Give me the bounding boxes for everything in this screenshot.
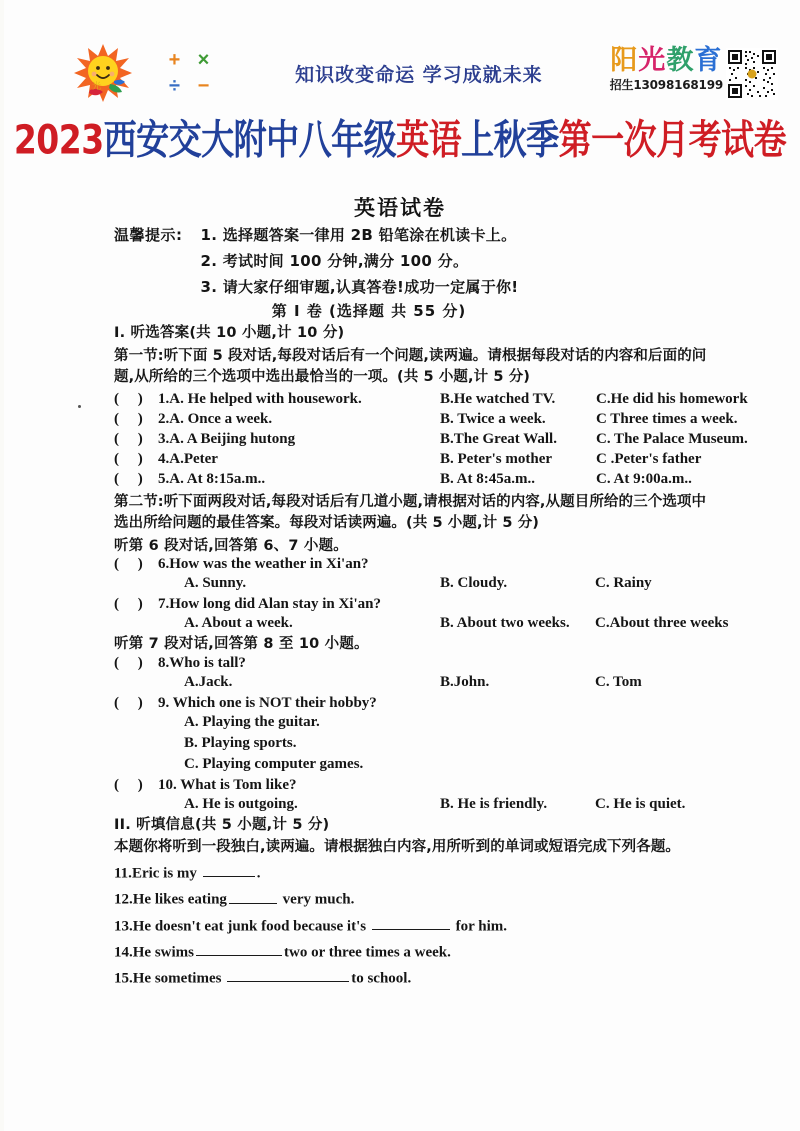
warm-tips-list: [201, 228, 715, 306]
q2-option-c[interactable]: C Three times a week.: [596, 410, 738, 427]
q9-stem-text: 9. Which one is NOT their hobby?: [158, 694, 377, 711]
fill-15-after: to school.: [351, 970, 412, 987]
q2-num-and-option-a[interactable]: 2.A. Once a week.: [158, 410, 273, 427]
page-title: [0, 115, 800, 164]
title-exam: 第一次月考试卷: [558, 115, 787, 164]
q10-option-a[interactable]: A. He is outgoing.: [184, 795, 298, 812]
svg-text:光: 光: [92, 82, 102, 92]
q9-option-b[interactable]: B. Playing sports.: [184, 734, 297, 751]
q8-option-c[interactable]: C. Tom: [595, 673, 642, 690]
question-row-3: [114, 430, 748, 447]
answer-bracket-3[interactable]: ( ): [114, 430, 143, 447]
fill-11-before: Eric is my: [131, 865, 201, 882]
fill-12-before: He likes eating: [132, 891, 227, 908]
brand-block: [609, 44, 778, 100]
q8-option-a[interactable]: A.Jack.: [184, 673, 233, 690]
fill-item-13: [114, 915, 714, 934]
title-subject: 英语: [396, 115, 462, 164]
brand-char-4: 育: [694, 44, 723, 76]
fill-14-num: 14.: [114, 944, 133, 961]
brand-char-3: 教: [666, 44, 695, 76]
q6-option-c[interactable]: C. Rainy: [595, 575, 652, 592]
question-8-options: [114, 675, 714, 690]
tip-item-1: 1. 选择题答案一律用 2B 铅笔涂在机读卡上。: [200, 226, 517, 244]
times-icon: ×: [197, 48, 210, 71]
fill-14-before: He swims: [132, 944, 194, 961]
q5-option-c[interactable]: C. At 9:00a.m..: [596, 470, 692, 487]
fill-item-15: [114, 967, 714, 986]
question-row-2: [114, 410, 738, 427]
q9-option-c[interactable]: C. Playing computer games.: [184, 755, 364, 772]
q9-option-a[interactable]: A. Playing the guitar.: [184, 713, 320, 730]
fill-11-after: .: [256, 865, 261, 882]
fill-13-after: for him.: [451, 917, 507, 934]
question-stem-10: [114, 778, 714, 793]
question-stem-9: [114, 696, 714, 711]
q7-option-a[interactable]: A. About a week.: [184, 615, 293, 632]
question-row-5: [114, 472, 714, 487]
question-row-1: [114, 390, 748, 407]
fill-15-num: 15.: [114, 970, 133, 987]
header-slogan: 知识改变命运 学习成就未来: [295, 63, 543, 86]
math-symbols-decoration: [160, 47, 218, 99]
sun-mascot-logo-icon: [70, 40, 136, 106]
warm-tips-label: 温馨提示:: [114, 226, 183, 244]
section-two-intro: 本题你将听到一段独白,读两遍。请根据独白内容,用所听到的单词或短语完成下列各题。: [114, 839, 681, 856]
fill-15-before: He sometimes: [132, 970, 226, 987]
q10-stem-text: 10. What is Tom like?: [158, 776, 297, 793]
fill-13-before: He doesn't eat junk food because it's: [132, 917, 370, 934]
q1-option-c[interactable]: C.He did his homework: [596, 390, 748, 407]
paper-subtitle: 英语试卷: [354, 196, 446, 220]
title-school-grade: 西安交大附中八年级: [103, 115, 397, 164]
masthead: [0, 30, 800, 116]
q4-option-b[interactable]: B. Peter's mother: [440, 450, 553, 467]
answer-bracket-9[interactable]: ( ): [114, 694, 143, 711]
paper-body: [114, 226, 748, 993]
title-term: 上秋季: [461, 115, 559, 164]
q10-option-c[interactable]: C. He is quiet.: [595, 795, 686, 812]
fill-12-blank[interactable]: [229, 888, 277, 903]
q5-option-b[interactable]: B. At 8:45a.m..: [440, 470, 535, 487]
q5-num-and-option-a[interactable]: 5.A. At 8:15a.m..: [158, 470, 266, 487]
minus-icon: −: [197, 74, 210, 97]
fill-14-blank[interactable]: [196, 941, 282, 956]
answer-bracket-5[interactable]: ( ): [114, 470, 143, 487]
tip-item-3: 3. 请大家仔细审题,认真答卷!成功一定属于你!: [200, 278, 519, 296]
fill-11-num: 11.: [114, 865, 132, 882]
brand-name: [610, 44, 723, 76]
warm-tips-block: [114, 228, 714, 306]
question-row-4: [114, 452, 714, 467]
question-10-options: [114, 797, 714, 812]
fill-13-blank[interactable]: [372, 915, 450, 930]
question-stem-6: [114, 557, 714, 572]
q6-option-b[interactable]: B. Cloudy.: [440, 575, 508, 592]
q8-stem-text: 8.Who is tall?: [158, 654, 246, 671]
answer-bracket-2[interactable]: ( ): [114, 410, 143, 427]
question-9-options: [114, 715, 714, 772]
q4-option-c[interactable]: C .Peter's father: [596, 450, 702, 467]
q10-option-b[interactable]: B. He is friendly.: [440, 795, 548, 812]
question-7-options: [114, 615, 729, 632]
q4-num-and-option-a[interactable]: 4.A.Peter: [158, 450, 218, 467]
fill-12-num: 12.: [114, 891, 133, 908]
q6-stem-text: 6.How was the weather in Xi'an?: [158, 556, 369, 573]
answer-bracket-6[interactable]: ( ): [114, 556, 143, 573]
q7-option-c[interactable]: C.About three weeks: [595, 615, 729, 632]
scan-artifact-dot: [78, 405, 81, 408]
dialogue-7-label: 听第 7 段对话,回答第 8 至 10 小题。: [114, 636, 369, 653]
answer-bracket-10[interactable]: ( ): [114, 776, 143, 793]
dialogue-6-label: 听第 6 段对话,回答第 6、7 小题。: [114, 537, 348, 554]
fill-14-after: two or three times a week.: [284, 944, 451, 961]
q8-option-b[interactable]: B.John.: [440, 673, 490, 690]
q7-stem-text: 7.How long did Alan stay in Xi'an?: [158, 596, 381, 613]
q1-num-and-option-a[interactable]: 1.A. He helped with housework.: [158, 390, 362, 407]
answer-bracket-1[interactable]: ( ): [114, 390, 143, 407]
section-one-part-two-intro: 第二节:听下面两段对话,每段对话后有几道小题,请根据对话的内容,从题目所给的三个选项中选出所给问题的最佳答案。每段对话读两遍。(共 5 小题,计 5 分): [114, 493, 707, 531]
fill-11-blank[interactable]: [203, 862, 255, 877]
brand-phone: 招生13098168199: [609, 77, 723, 92]
answer-bracket-8[interactable]: ( ): [114, 654, 143, 671]
fill-item-14: [114, 941, 714, 960]
section-one-heading: I. 听选答案(共 10 小题,计 10 分): [114, 325, 345, 341]
answer-bracket-7[interactable]: ( ): [114, 596, 143, 613]
brand-char-2: 光: [638, 44, 667, 76]
section-one-part-one-intro: 第一节:听下面 5 段对话,每段对话后有一个问题,读两遍。请根据每段对话的内容和后面的问题,从所给的三个选项中选出最恰当的一项。(共 5 小题,计 5 分): [114, 347, 707, 385]
fill-item-11: [114, 862, 714, 881]
title-year: 2023: [13, 115, 104, 164]
fill-12-after: very much.: [278, 891, 355, 908]
fill-15-blank[interactable]: [227, 967, 349, 982]
q3-option-c[interactable]: C. The Palace Museum.: [596, 430, 748, 447]
tip-item-2: 2. 考试时间 100 分钟,满分 100 分。: [200, 252, 469, 270]
q1-option-b[interactable]: B.He watched TV.: [440, 390, 556, 407]
brand-text: [609, 44, 723, 93]
fill-13-num: 13.: [114, 917, 133, 934]
q3-num-and-option-a[interactable]: 3.A. A Beijing hutong: [158, 430, 296, 447]
divide-icon: ÷: [169, 74, 180, 97]
brand-char-1: 阳: [610, 44, 639, 76]
volume-heading: 第 I 卷 (选择题 共 55 分): [271, 302, 467, 320]
question-stem-8: [114, 656, 714, 671]
q3-option-b[interactable]: B.The Great Wall.: [440, 430, 557, 447]
section-two-heading: II. 听填信息(共 5 小题,计 5 分): [114, 816, 330, 833]
q2-option-b[interactable]: B. Twice a week.: [440, 410, 546, 427]
q6-option-a[interactable]: A. Sunny.: [184, 575, 247, 592]
question-6-options: [114, 576, 714, 591]
question-stem-7: [114, 597, 714, 612]
qr-code-icon: [726, 48, 778, 100]
plus-icon: +: [168, 48, 181, 71]
q7-option-b[interactable]: B. About two weeks.: [440, 615, 570, 632]
answer-bracket-4[interactable]: ( ): [114, 450, 143, 467]
fill-item-12: [114, 888, 714, 907]
